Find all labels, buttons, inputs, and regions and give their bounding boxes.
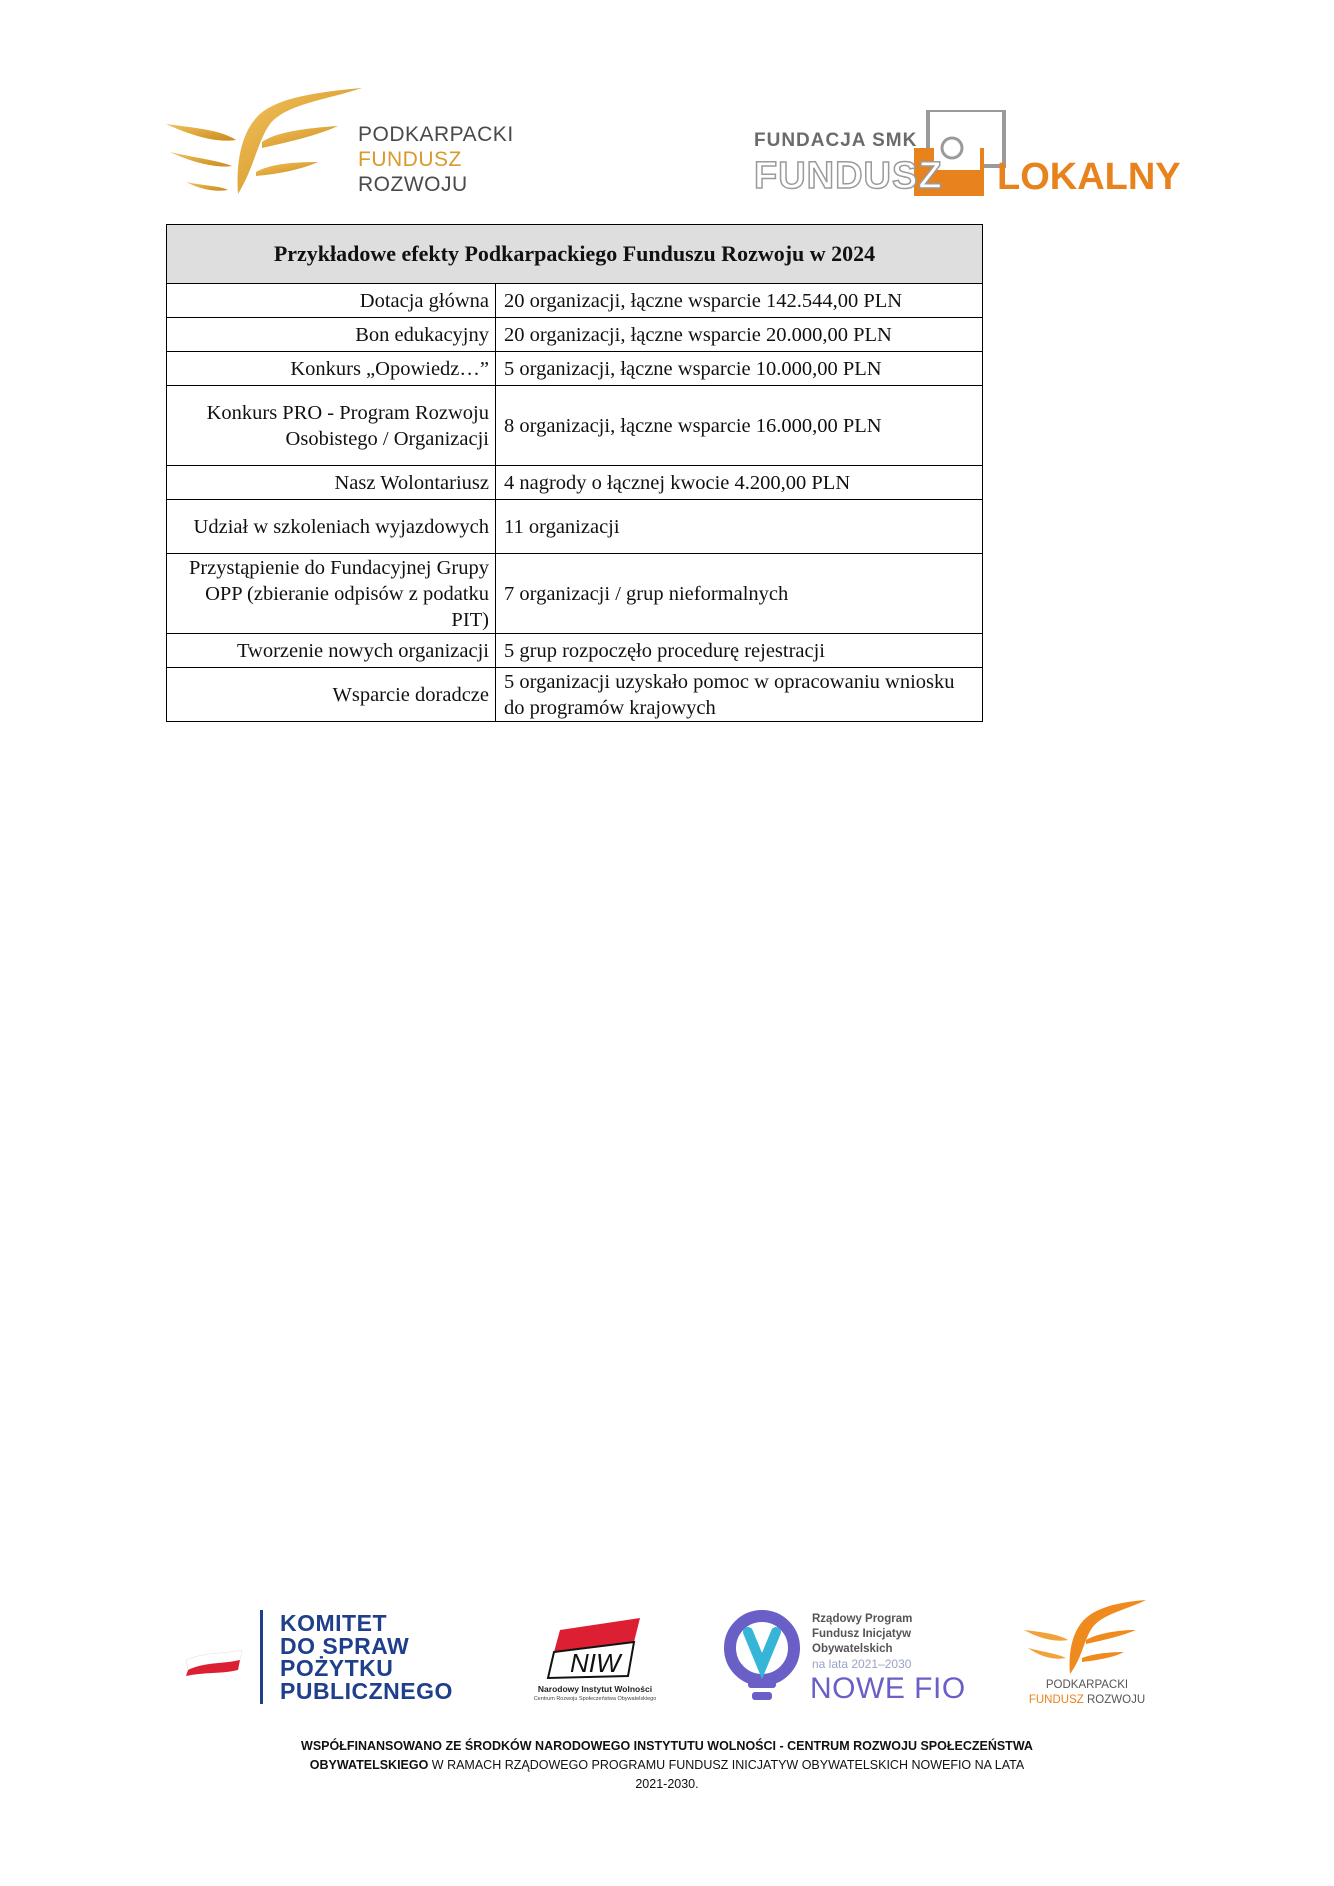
polish-flag-icon — [184, 1650, 244, 1676]
row-label: Wsparcie doradcze — [167, 668, 496, 722]
niw-logo — [530, 1612, 660, 1712]
row-value: 5 organizacji uzyskało pomoc w opracowaniu wniosku do programów krajowych — [496, 668, 983, 722]
fio-line3: Obywatelskich — [812, 1643, 893, 1655]
row-label: Konkurs PRO - Program Rozwoju Osobistego / Organizacji — [167, 386, 496, 466]
row-value: 5 organizacji, łączne wsparcie 10.000,00 PLN — [496, 352, 983, 386]
niw-mark-text: NIW — [570, 1648, 621, 1678]
row-label: Tworzenie nowych organizacji — [167, 634, 496, 668]
pfr-small-wings-icon — [1022, 1600, 1152, 1678]
fundusz-lokalny-logo — [754, 110, 1181, 202]
effects-table — [166, 224, 983, 722]
niw-mark-icon — [530, 1612, 660, 1684]
row-label: Przystąpienie do Fundacyjnej Grupy OPP (zbieranie odpisów z podatku PIT) — [167, 554, 496, 634]
smk-lokalny-text: LOKALNY — [997, 156, 1181, 198]
row-label: Bon edukacyjny — [167, 318, 496, 352]
smk-top-text: FUNDACJA SMK — [754, 130, 918, 151]
row-label: Udział w szkoleniach wyjazdowych — [167, 500, 496, 554]
niw-name: Narodowy Instytut Wolności — [537, 1684, 653, 1694]
row-value: 4 nagrody o łącznej kwocie 4.200,00 PLN — [496, 466, 983, 500]
footer-logos — [0, 1600, 1334, 1720]
cofinancing-note — [300, 1737, 1034, 1794]
row-label: Nasz Wolontariusz — [167, 466, 496, 500]
niw-sub: Centrum Rozwoju Społeczeństwa Obywatelskiego — [533, 1696, 657, 1702]
row-value: 20 organizacji, łączne wsparcie 20.000,00 PLN — [496, 318, 983, 352]
kdspp-line3: POŻYTKU — [280, 1655, 394, 1681]
pfr-small-line1: PODKARPACKI — [1045, 1679, 1129, 1691]
kdspp-line1: KOMITET — [280, 1610, 387, 1636]
pfr-logo — [166, 86, 514, 214]
cofinancing-note-normal: W RAMACH RZĄDOWEGO PROGRAMU FUNDUSZ INICJATYW OBYWATELSKICH NOWEFIO NA LATA 2021-2030. — [428, 1758, 1025, 1791]
kdspp-logo — [184, 1610, 474, 1706]
table-title: Przykładowe efekty Podkarpackiego Funduszu Rozwoju w 2024 — [167, 225, 983, 284]
pfr-small-line2: FUNDUSZ — [1028, 1694, 1084, 1706]
fio-line1: Rządowy Program — [812, 1613, 913, 1625]
row-label: Dotacja główna — [167, 284, 496, 318]
smk-fundusz-text: FUNDUSZ — [754, 155, 943, 197]
pfr-logo-line3: ROZWOJU — [358, 173, 468, 196]
kdspp-divider — [260, 1610, 263, 1704]
pfr-small-line3: ROZWOJU — [1087, 1694, 1146, 1706]
fio-brand: NOWE FIO — [810, 1672, 966, 1705]
pfr-logo-line1: PODKARPACKI — [358, 123, 514, 146]
row-value: 20 organizacji, łączne wsparcie 142.544,00 PLN — [496, 284, 983, 318]
nowe-fio-logo — [724, 1610, 984, 1710]
fio-years: na lata 2021–2030 — [812, 1657, 912, 1671]
row-value: 7 organizacji / grup nieformalnych — [496, 554, 983, 634]
cofinancing-note-bold: WSPÓŁFINANSOWANO ZE ŚRODKÓW NARODOWEGO INSTYTUTU WOLNOŚCI - CENTRUM ROZWOJU SPOŁECZEŃSTWA OBYWATELSKIEGO — [301, 1739, 1033, 1772]
kdspp-line2: DO SPRAW — [280, 1632, 410, 1659]
row-value: 8 organizacji, łączne wsparcie 16.000,00 PLN — [496, 386, 983, 466]
kdspp-line4: PUBLICZNEGO — [280, 1677, 453, 1704]
pfr-wings-icon — [166, 86, 366, 214]
pfr-logo-line2: FUNDUSZ — [358, 148, 462, 171]
row-value: 5 grup rozpoczęło procedurę rejestracji — [496, 634, 983, 668]
lightbulb-icon — [724, 1610, 804, 1710]
row-value: 11 organizacji — [496, 500, 983, 554]
pfr-small-logo — [1022, 1600, 1152, 1720]
fio-line2: Fundusz Inicjatyw — [812, 1628, 912, 1640]
row-label: Konkurs „Opowiedz…” — [167, 352, 496, 386]
